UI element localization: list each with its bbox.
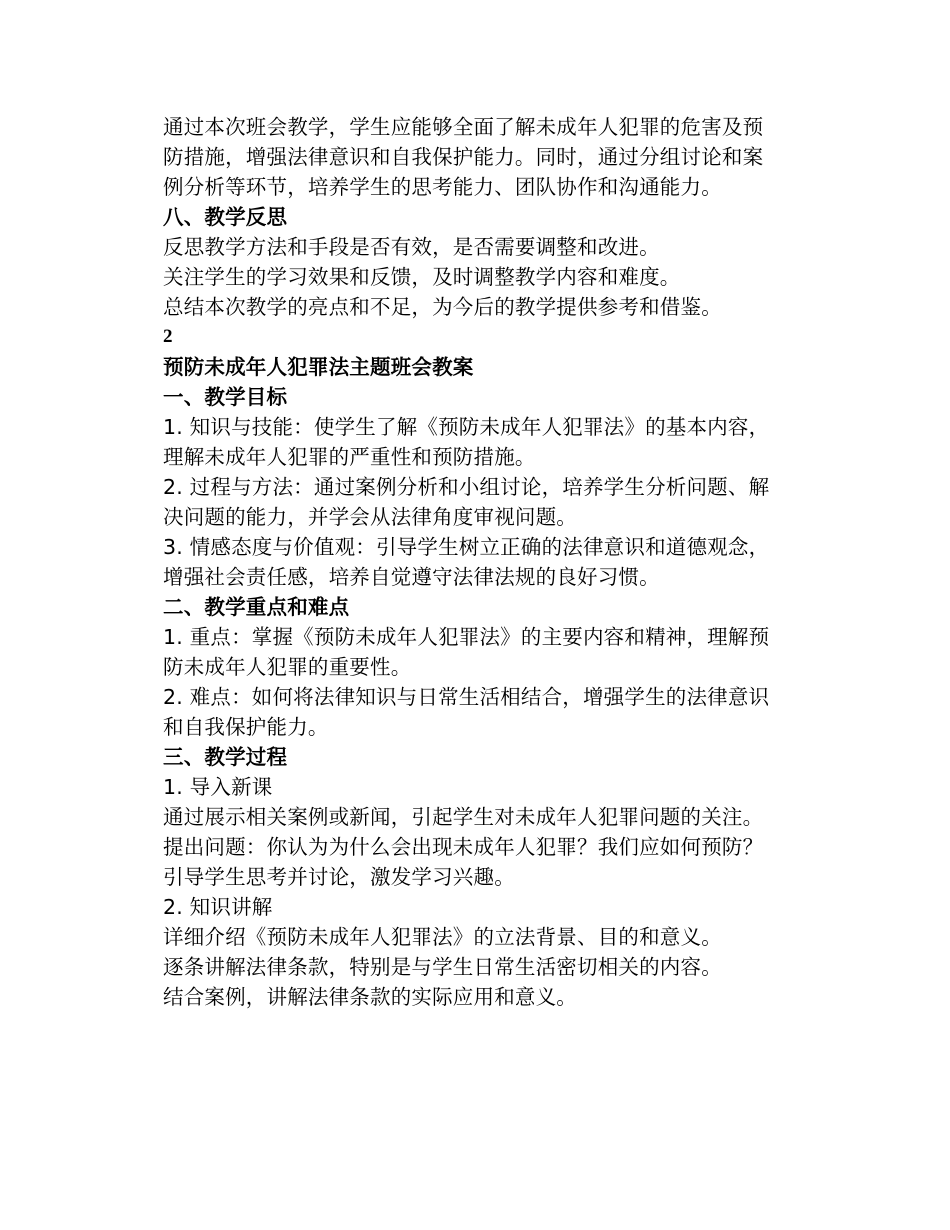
knowledge-item-1: 详细介绍《预防未成年人犯罪法》的立法背景、目的和意义。 <box>163 925 722 949</box>
objective-item-1: 1. 知识与技能：使学生了解《预防未成年人犯罪法》的基本内容，理解未成年人犯罪的严重性和预防措施。 <box>163 415 770 469</box>
section-heading-reflection: 八、教学反思 <box>163 205 288 229</box>
document-body <box>163 112 783 1012</box>
section-number: 2 <box>163 326 173 347</box>
knowledge-item-3: 结合案例，讲解法律条款的实际应用和意义。 <box>163 985 577 1009</box>
summary-paragraph: 通过本次班会教学，学生应能够全面了解未成年人犯罪的危害及预防措施，增强法律意识和自我保护能力。同时，通过分组讨论和案例分析等环节，培养学生的思考能力、团队协作和沟通能力。 <box>163 115 764 199</box>
process-step-knowledge: 2. 知识讲解 <box>163 895 273 919</box>
process-intro-item-2: 提出问题：你认为为什么会出现未成年人犯罪？我们应如何预防？ <box>163 835 764 859</box>
section-heading-key-points: 二、教学重点和难点 <box>163 595 350 619</box>
section-heading-process: 三、教学过程 <box>163 745 288 769</box>
objective-item-2: 2. 过程与方法：通过案例分析和小组讨论，培养学生分析问题、解决问题的能力，并学会从法律角度审视问题。 <box>163 475 770 529</box>
process-step-intro: 1. 导入新课 <box>163 775 273 799</box>
key-point-item-2: 2. 难点：如何将法律知识与日常生活相结合，增强学生的法律意识和自我保护能力。 <box>163 685 770 739</box>
knowledge-item-2: 逐条讲解法律条款，特别是与学生日常生活密切相关的内容。 <box>163 955 722 979</box>
process-intro-item-1: 通过展示相关案例或新闻，引起学生对未成年人犯罪问题的关注。 <box>163 805 764 829</box>
reflection-item-3: 总结本次教学的亮点和不足，为今后的教学提供参考和借鉴。 <box>163 295 722 319</box>
process-intro-item-3: 引导学生思考并讨论，激发学习兴趣。 <box>163 865 515 889</box>
reflection-item-1: 反思教学方法和手段是否有效，是否需要调整和改进。 <box>163 235 660 259</box>
reflection-item-2: 关注学生的学习效果和反馈，及时调整教学内容和难度。 <box>163 265 681 289</box>
objective-item-3: 3. 情感态度与价值观：引导学生树立正确的法律意识和道德观念，增强社会责任感，培养自觉遵守法律法规的良好习惯。 <box>163 535 770 589</box>
section-heading-objectives: 一、教学目标 <box>163 385 288 409</box>
document-title: 预防未成年人犯罪法主题班会教案 <box>163 355 474 379</box>
key-point-item-1: 1. 重点：掌握《预防未成年人犯罪法》的主要内容和精神，理解预防未成年人犯罪的重要性。 <box>163 625 770 679</box>
